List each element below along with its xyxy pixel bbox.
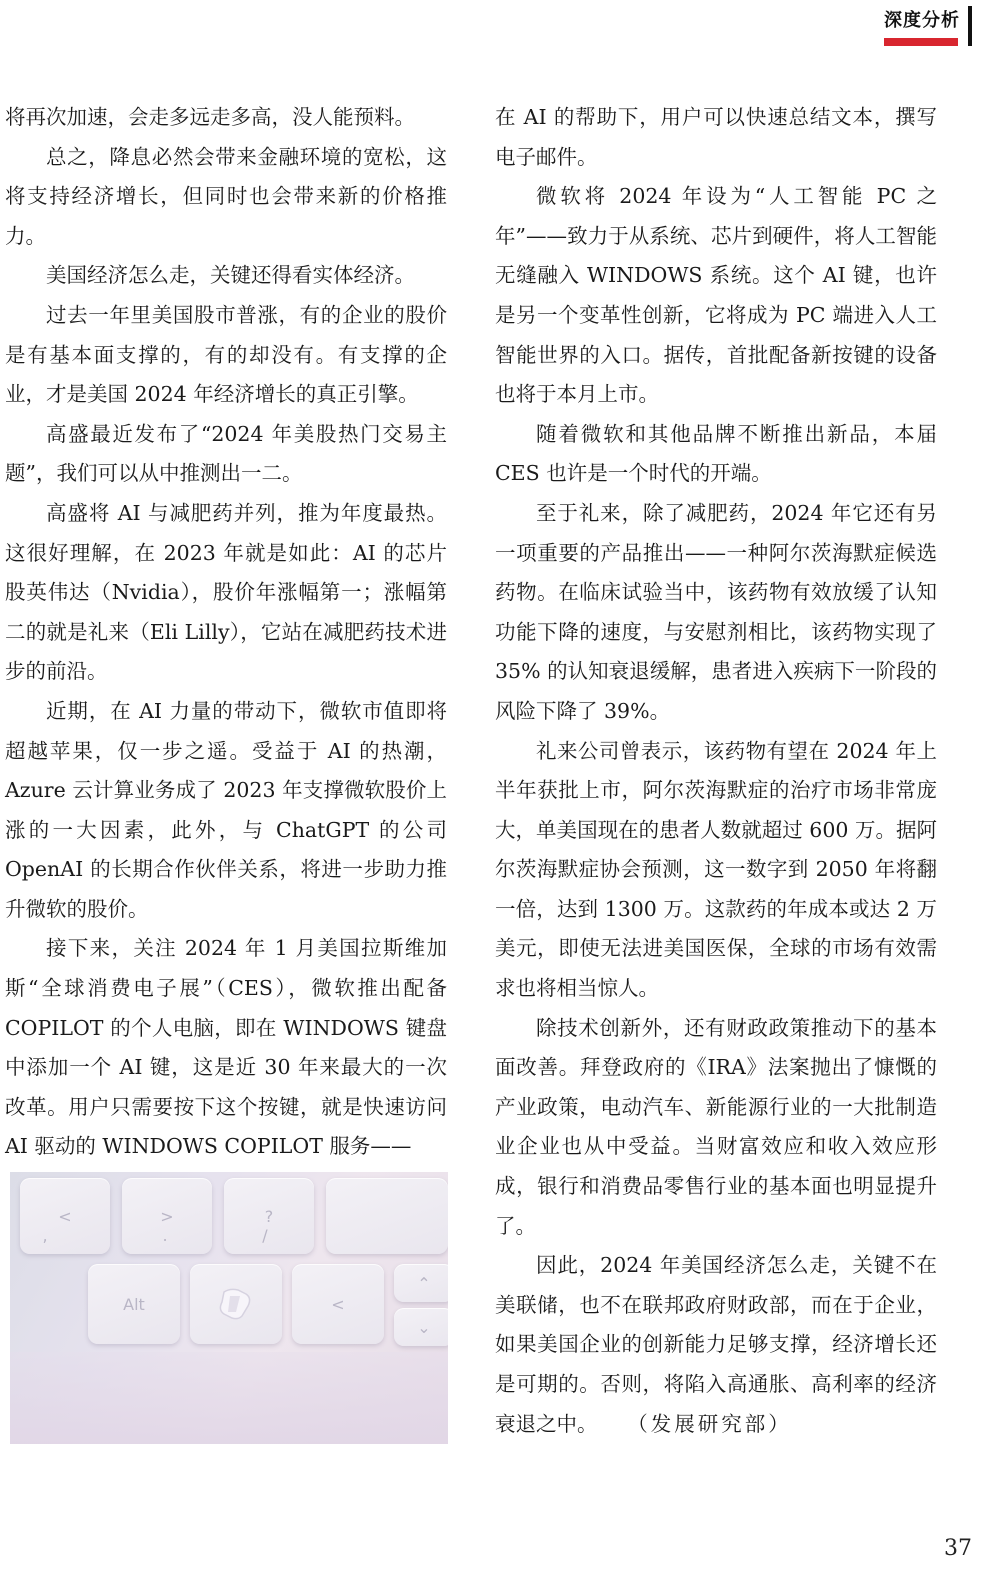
left-column: [5, 98, 447, 1167]
header-divider: [968, 6, 972, 46]
paragraph: 微软将 2024 年设为“人工智能 PC 之年”——致力于从系统、芯片到硬件，将人工智能无缝融入 WINDOWS 系统。这个 AI 键，也许是另一个变革性创新，它将成为 PC 端进入人工智能世界的入口。据传，首批配备新按键的设备也将于本月上市。: [495, 184, 937, 407]
page-number: 37: [944, 1536, 972, 1561]
keyboard-key-sublabel: [30, 1222, 60, 1248]
key-glyph: ,: [42, 1225, 48, 1245]
paragraph: 高盛将 AI 与减肥药并列，推为年度最热。这很好理解，在 2023 年就是如此：AI 的芯片股英伟达（Nvidia），股价年涨幅第一；涨幅第二的就是礼来（Eli Lilly），它站在减肥药技术进步的前沿。: [5, 500, 447, 684]
keyboard-base-shadow: [10, 1352, 448, 1444]
section-label: 深度分析: [884, 10, 960, 31]
right-column: [495, 98, 937, 1444]
chevron-up-icon: ⌃: [417, 1273, 431, 1293]
page-header: [0, 0, 1000, 60]
copilot-key: [190, 1264, 282, 1344]
keyboard-key-alt: [88, 1264, 180, 1344]
paragraph: 礼来公司曾表示，该药物有望在 2024 年上半年获批上市，阿尔茨海默症的治疗市场非常庞大，单美国现在的患者人数就超过 600 万。据阿尔茨海默症协会预测，这一数字到 2050 年将翻一倍，达到 1300 万。这款药的年成本或达 2 万美元，即使无法进美国医保，全球的市场有效需求也将相当惊人。: [495, 738, 937, 1001]
paragraph: 高盛最近发布了“2024 年美股热门交易主题”，我们可以从中推测出一二。: [5, 421, 447, 486]
key-glyph: >: [160, 1206, 174, 1226]
key-glyph: ?: [264, 1206, 274, 1226]
keyboard-key: [326, 1178, 448, 1254]
paragraph-text: 因此，2024 年美国经济怎么走，关键不在美联储，也不在联邦政府财政部，而在于企业，如果美国企业的创新能力足够支撑，经济增长还是可期的。否则，将陷入高通胀、高利率的经济衰退之中。: [495, 1253, 937, 1436]
paragraph: 在 AI 的帮助下，用户可以快速总结文本，撰写电子邮件。: [495, 105, 937, 169]
paragraph: 近期，在 AI 力量的带动下，微软市值即将超越苹果，仅一步之遥。受益于 AI 的热潮，Azure 云计算业务成了 2023 年支撑微软股价上涨的一大因素，此外，与 ChatGPT 的公司 OpenAI 的长期合作伙伴关系，将进一步助力推升微软的股价。: [5, 698, 447, 921]
key-glyph: /: [262, 1225, 268, 1245]
key-glyph: <: [331, 1294, 345, 1314]
paragraph: 随着微软和其他品牌不断推出新品，本届 CES 也许是一个时代的开端。: [495, 421, 937, 486]
chevron-down-icon: ⌄: [417, 1317, 431, 1337]
keyboard-key-sublabel: [250, 1222, 280, 1248]
arrow-down-key: [394, 1308, 448, 1346]
author-signature: （发展研究部）: [637, 1411, 792, 1436]
paragraph: 总之，降息必然会带来金融环境的宽松，这将支持经济增长，但同时也会带来新的价格推力。: [5, 144, 447, 248]
paragraph-final: [495, 1246, 937, 1444]
keyboard-key-sublabel: [150, 1222, 180, 1248]
key-glyph: <: [58, 1206, 72, 1226]
paragraph: 接下来，关注 2024 年 1 月美国拉斯维加斯“全球消费电子展”（CES），微软推出配备 COPILOT 的个人电脑，即在 WINDOWS 键盘中添加一个 AI 键，这是近 30 年来最大的一次改革。用户只需要按下这个按键，就是快速访问 AI 驱动的 WINDOWS COPILOT 服务——: [5, 936, 447, 1159]
key-glyph: .: [162, 1225, 168, 1245]
arrow-up-key: [394, 1264, 448, 1302]
section-accent-bar: [884, 38, 958, 46]
keyboard-copilot-photo: [10, 1172, 448, 1444]
paragraph: 将再次加速，会走多远走多高，没人能预料。: [5, 105, 415, 129]
paragraph: 过去一年里美国股市普涨，有的企业的股价是有基本面支撑的，有的却没有。有支撑的企业，才是美国 2024 年经济增长的真正引擎。: [5, 302, 447, 407]
paragraph: 至于礼来，除了减肥药，2024 年它还有另一项重要的产品推出——一种阿尔茨海默症候选药物。在临床试验当中，该药物有效放缓了认知功能下降的速度，与安慰剂相比，该药物实现了 35% 的认知衰退缓解，患者进入疾病下一阶段的风险下降了 39%。: [495, 500, 937, 723]
keyboard-key: [292, 1264, 384, 1344]
copilot-icon: [216, 1286, 256, 1322]
paragraph: 除技术创新外，还有财政政策推动下的基本面改善。拜登政府的《IRA》法案抛出了慷慨的产业政策，电动汽车、新能源行业的一大批制造业企业也从中受益。当财富效应和收入效应形成，银行和消费品零售行业的基本面也明显提升了。: [495, 1015, 937, 1238]
paragraph: 美国经济怎么走，关键还得看实体经济。: [46, 263, 415, 288]
key-glyph: Alt: [123, 1294, 145, 1314]
